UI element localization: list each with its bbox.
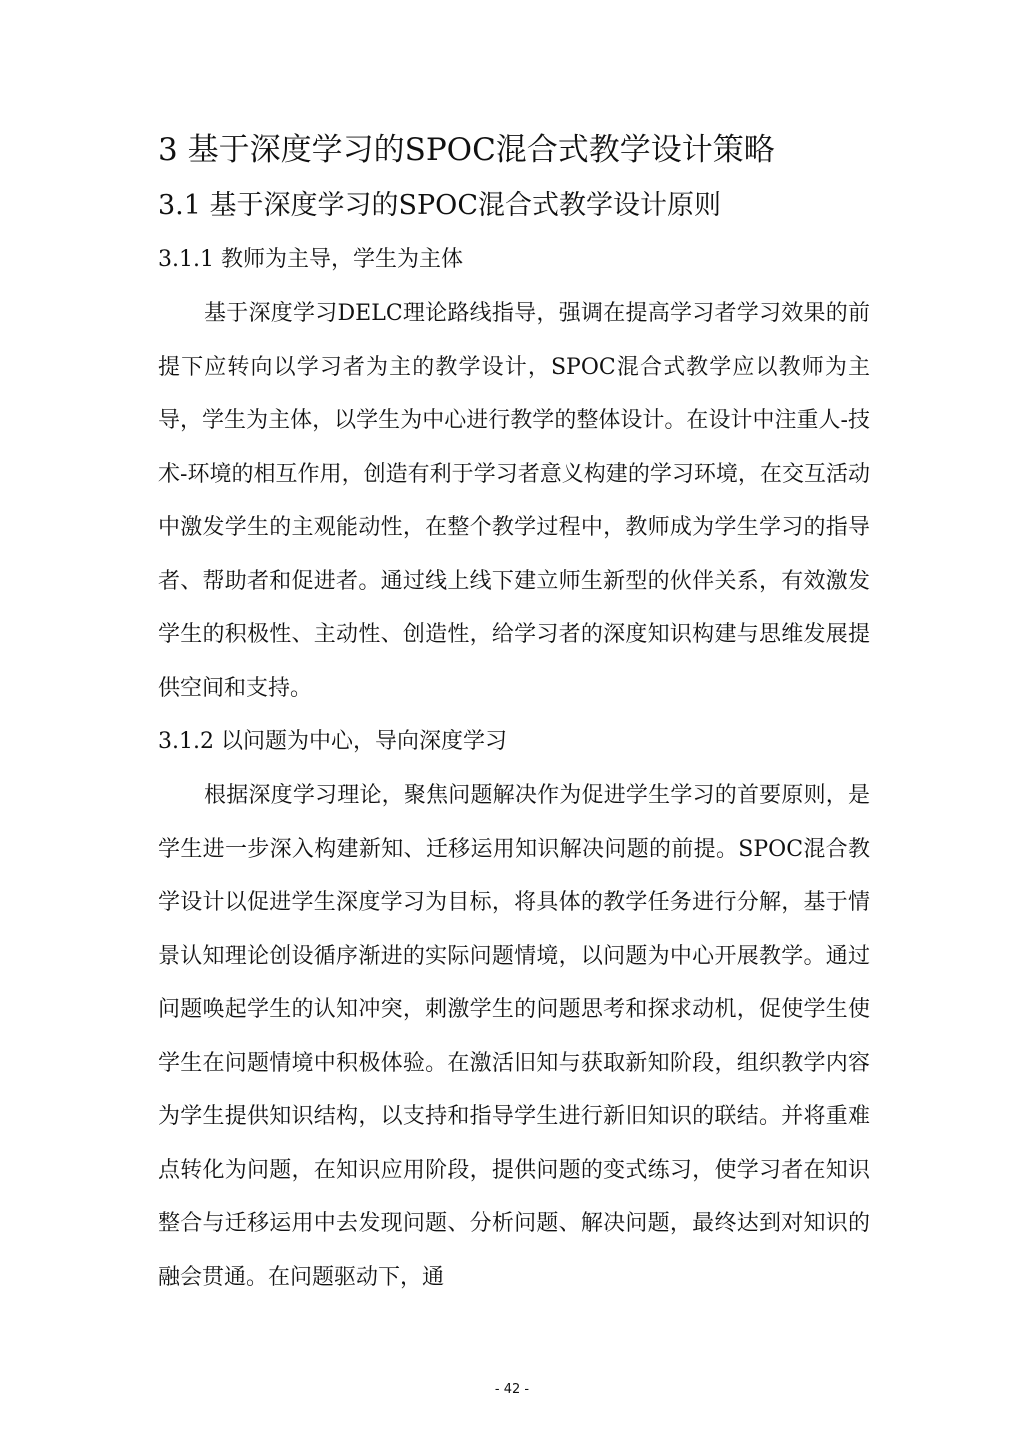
page-number: - 42 - bbox=[494, 1382, 530, 1397]
subsection-paragraph-2: 根据深度学习理论，聚焦问题解决作为促进学生学习的首要原则，是学生进一步深入构建新知、迁移运用知识解决问题的前提。SPOC混合教学设计以促进学生深度学习为目标，将具体的教学任务进行分解，基于情景认知理论创设循序渐进的实际问题情境，以问题为中心开展教学。通过问题唤起学生的认知冲突，刺激学生的问题思考和探求动机，促使学生使学生在问题情境中积极体验。在激活旧知与获取新知阶段，组织教学内容为学生提供知识结构，以支持和指导学生进行新旧知识的联结。并将重难点转化为问题，在知识应用阶段，提供问题的变式练习，使学习者在知识整合与迁移运用中去发现问题、分析问题、解决问题，最终达到对知识的融会贯通。在问题驱动下，通 bbox=[158, 783, 870, 1290]
subsection-paragraph-1: 基于深度学习DELC理论路线指导，强调在提高学习者学习效果的前提下应转向以学习者为主的教学设计，SPOC混合式教学应以教师为主导，学生为主体，以学生为中心进行教学的整体设计。在设计中注重人-技术-环境的相互作用，创造有利于学习者意义构建的学习环境，在交互活动中激发学生的主观能动性，在整个教学过程中，教师成为学生学习的指导者、帮助者和促进者。通过线上线下建立师生新型的伙伴关系，有效激发学生的积极性、主动性、创造性，给学习者的深度知识构建与思维发展提供空间和支持。 bbox=[158, 301, 870, 701]
chapter-heading: 3 基于深度学习的SPOC混合式教学设计策略 bbox=[158, 132, 775, 168]
section-heading: 3.1 基于深度学习的SPOC混合式教学设计原则 bbox=[158, 190, 721, 221]
subsection-heading-1: 3.1.1 教师为主导，学生为主体 bbox=[158, 247, 463, 272]
subsection-heading-2: 3.1.2 以问题为中心，导向深度学习 bbox=[158, 729, 507, 754]
